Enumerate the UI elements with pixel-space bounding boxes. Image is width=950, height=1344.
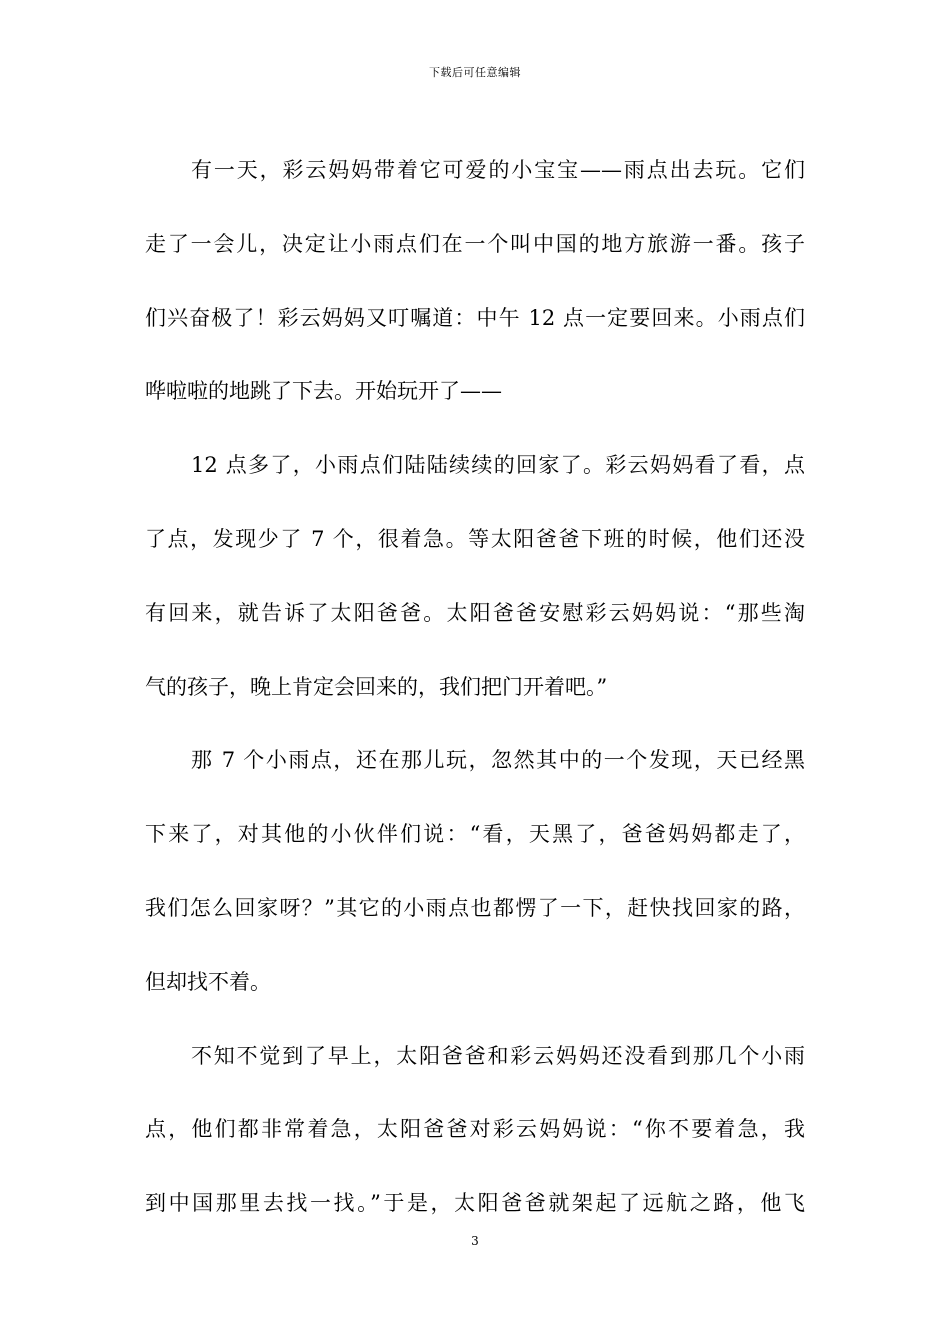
paragraph-2-line-4: 气的孩子，晚上肯定会回来的，我们把门开着吧。” bbox=[145, 674, 608, 699]
paragraph-3-line-4: 但却找不着。 bbox=[145, 969, 271, 994]
paragraph-2-line-1: 12 点多了，小雨点们陆陆续续的回家了。彩云妈妈看了看，点 bbox=[191, 453, 805, 478]
paragraph-2-line-2: 了点，发现少了 7 个，很着急。等太阳爸爸下班的时候，他们还没 bbox=[145, 526, 805, 551]
paragraph-1-line-4: 哗啦啦的地跳了下去。开始玩开了—— bbox=[145, 379, 502, 404]
paragraph-1-line-1: 有一天，彩云妈妈带着它可爱的小宝宝——雨点出去玩。它们 bbox=[191, 158, 805, 182]
paragraph-3-line-1: 那 7 个小雨点，还在那儿玩，忽然其中的一个发现，天已经黑 bbox=[191, 748, 805, 773]
paragraph-1-line-3: 们兴奋极了！彩云妈妈又叮嘱道：中午 12 点一定要回来。小雨点们 bbox=[145, 305, 805, 330]
paragraph-3-line-2: 下来了，对其他的小伙伴们说：“看，天黑了，爸爸妈妈都走了， bbox=[145, 822, 805, 847]
paragraph-3-line-3: 我们怎么回家呀？”其它的小雨点也都愣了一下，赶快找回家的路， bbox=[145, 895, 805, 920]
paragraph-4-line-1: 不知不觉到了早上，太阳爸爸和彩云妈妈还没看到那几个小雨 bbox=[191, 1043, 805, 1068]
body-text bbox=[145, 134, 805, 1241]
page-number: 3 bbox=[471, 1234, 479, 1248]
page-header: 下载后可任意编辑 bbox=[429, 66, 521, 79]
paragraph-4-line-2: 点，他们都非常着急，太阳爸爸对彩云妈妈说：“你不要着急，我 bbox=[145, 1117, 805, 1142]
paragraph-2-line-3: 有回来，就告诉了太阳爸爸。太阳爸爸安慰彩云妈妈说：“那些淘 bbox=[145, 600, 805, 625]
paragraph-1-line-2: 走了一会儿，决定让小雨点们在一个叫中国的地方旅游一番。孩子 bbox=[145, 231, 805, 256]
paragraph-4-line-3: 到中国那里去找一找。”于是，太阳爸爸就架起了远航之路，他飞 bbox=[145, 1191, 805, 1216]
